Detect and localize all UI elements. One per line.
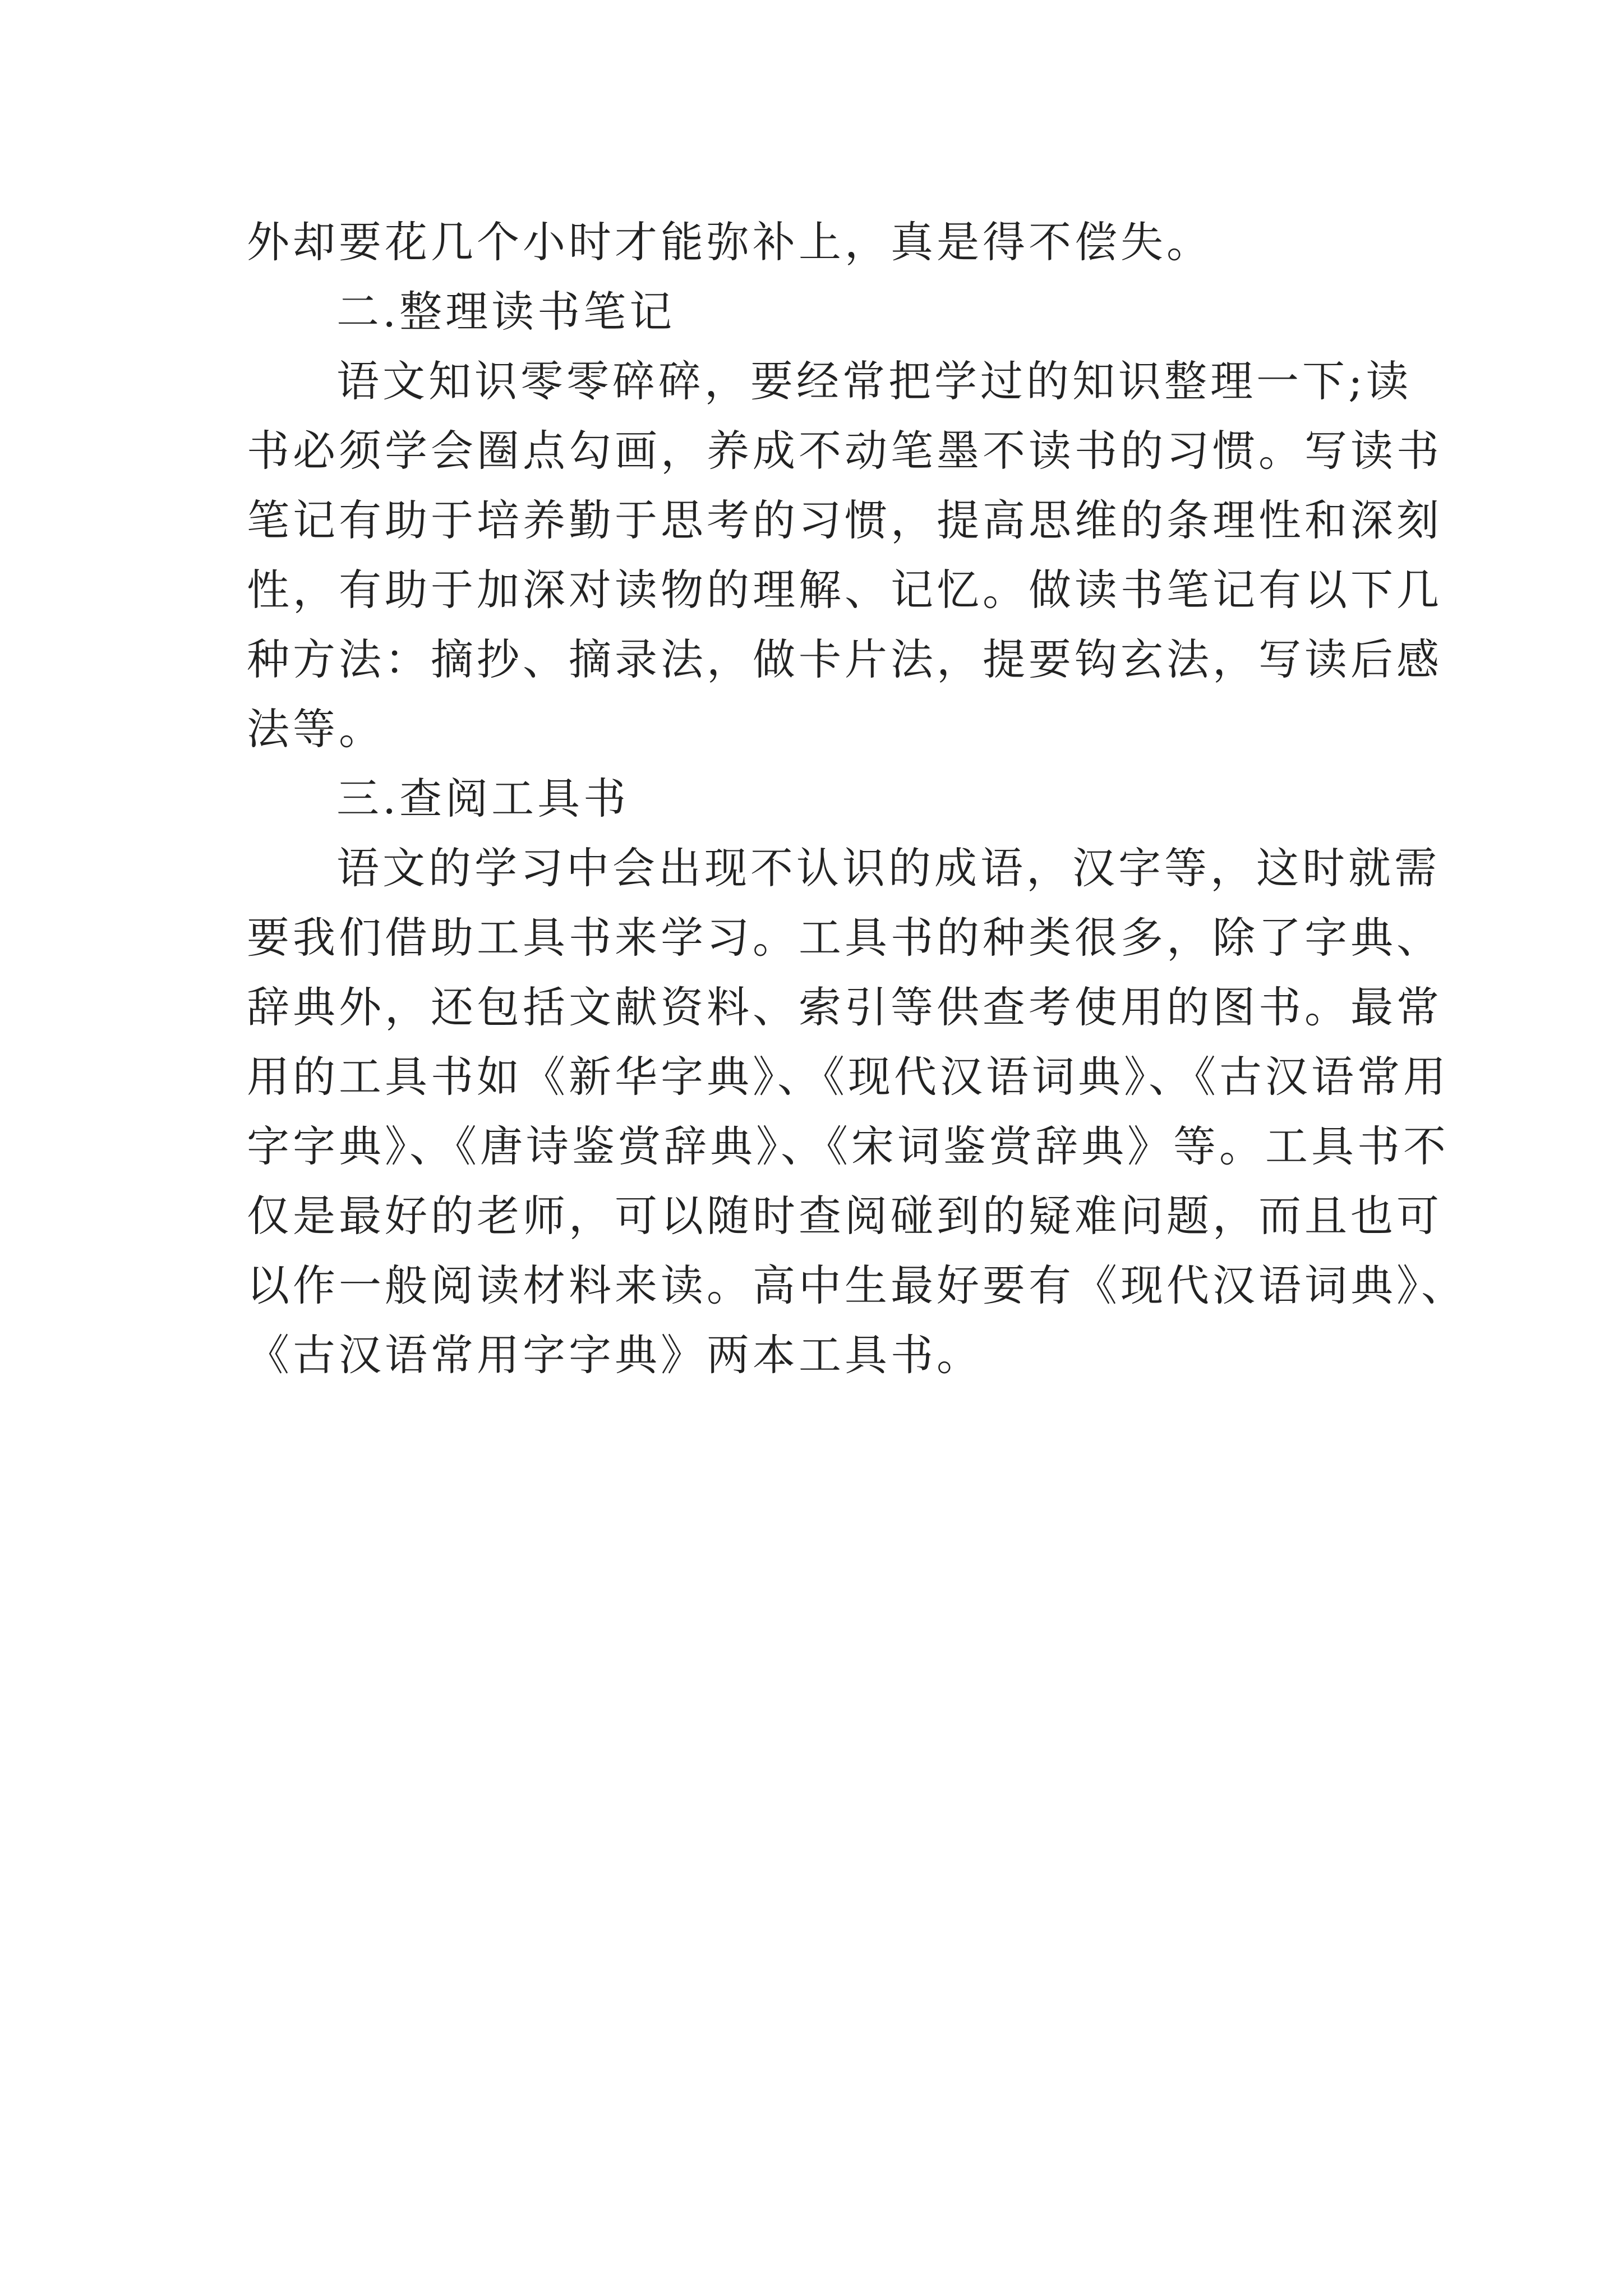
section-heading-2: 二.整理读书笔记 [336,287,676,337]
body-text-line: 仅是最好的老师，可以随时查阅碰到的疑难问题，而且也可 [247,1191,1442,1241]
body-text-line: 性，有助于加深对读物的理解、记忆。做读书笔记有以下几 [247,565,1442,615]
document-body [247,208,1467,1390]
body-text-line: 以作一般阅读材料来读。高中生最好要有《现代汉语词典》、 [247,1260,1467,1310]
body-text-line: 语文知识零零碎碎，要经常把学过的知识整理一下;读 [336,356,1412,406]
body-text-line: 要我们借助工具书来学习。工具书的种类很多，除了字典、 [247,913,1442,963]
body-text-line: 辞典外，还包括文献资料、索引等供查考使用的图书。最常 [247,982,1442,1032]
body-text-line: 用的工具书如《新华字典》、《现代汉语词典》、《古汉语常用 [247,1052,1449,1102]
body-text-line: 书必须学会圈点勾画，养成不动笔墨不读书的习惯。写读书 [247,426,1442,476]
body-text-line: 《古汉语常用字字典》两本工具书。 [247,1330,983,1380]
body-text-line: 字字典》、《唐诗鉴赏辞典》、《宋词鉴赏辞典》等。工具书不 [247,1121,1449,1171]
body-text-line: 种方法：摘抄、摘录法，做卡片法，提要钩玄法，写读后感 [247,634,1442,684]
body-text-line: 笔记有助于培养勤于思考的习惯，提高思维的条理性和深刻 [247,495,1442,545]
body-text-line: 法等。 [247,704,385,754]
section-heading-3: 三.查阅工具书 [336,774,630,823]
body-text-line: 语文的学习中会出现不认识的成语，汉字等，这时就需 [336,843,1440,893]
body-text-line: 外却要花几个小时才能弥补上，真是得不偿失。 [247,217,1212,267]
